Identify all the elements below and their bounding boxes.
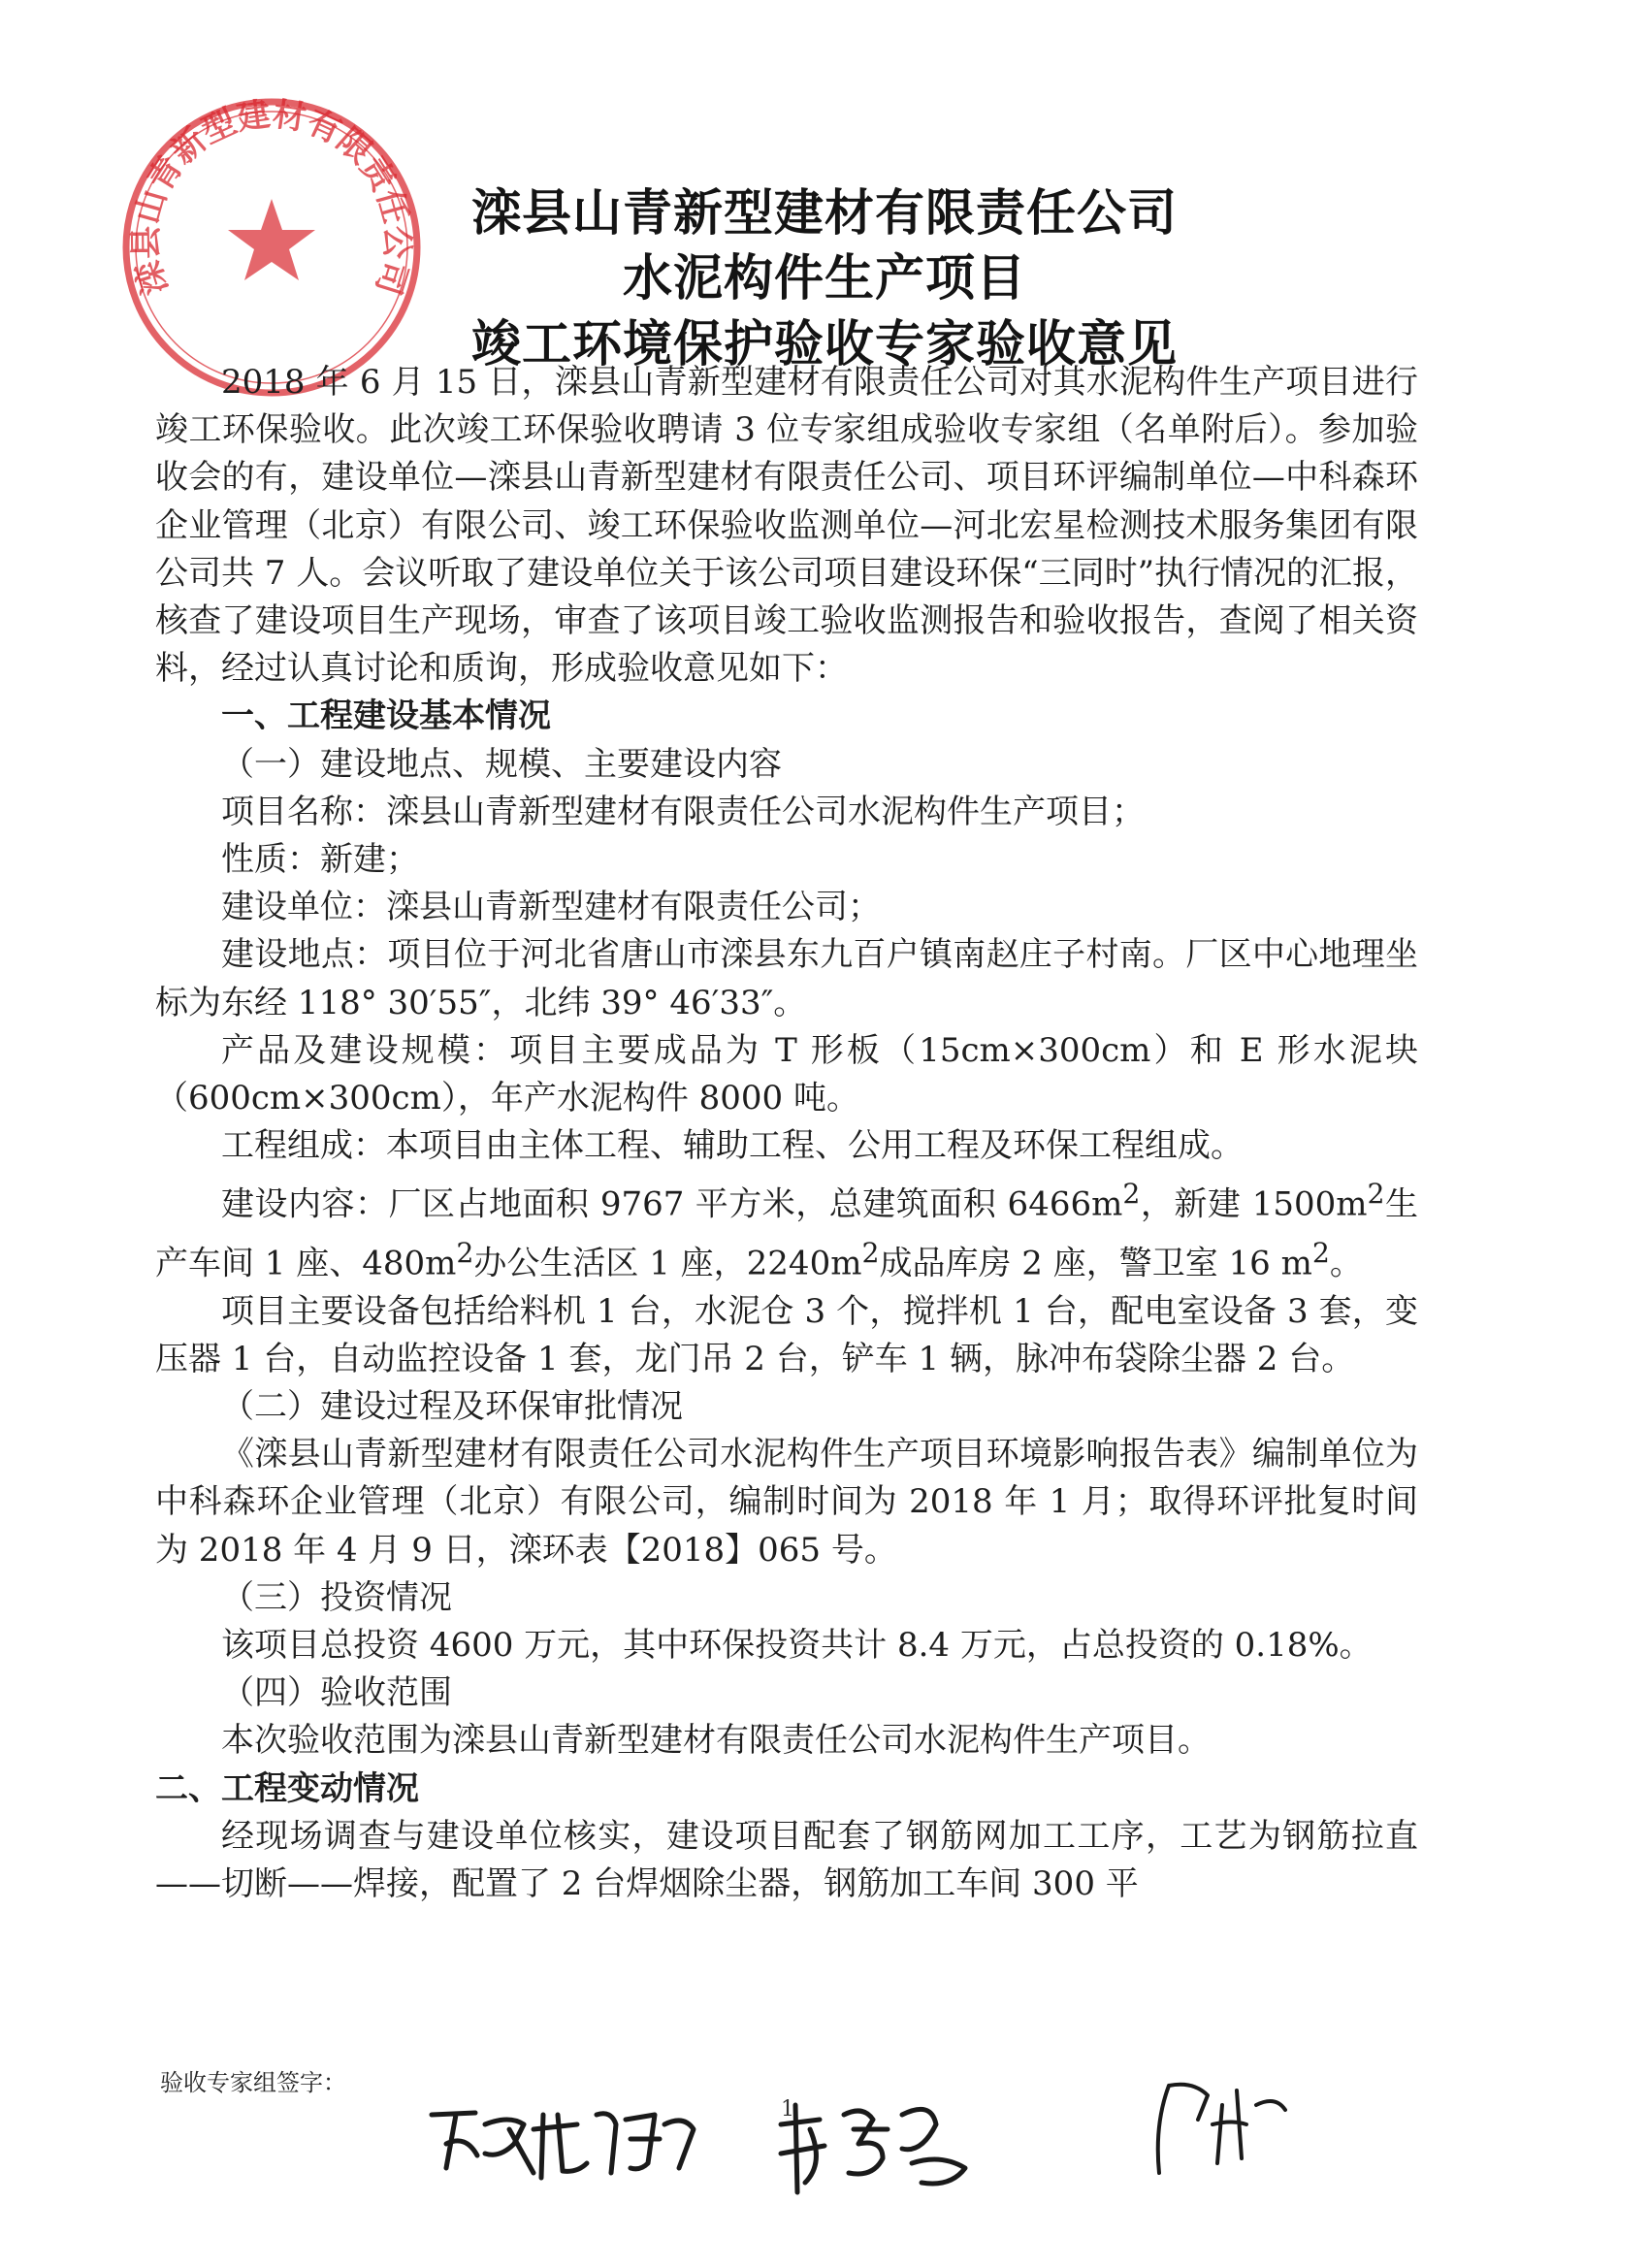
page-mark: 1: [781, 2097, 794, 2122]
document-body: [155, 359, 1418, 1908]
section1-heading: 一、工程建设基本情况: [221, 697, 551, 736]
document-title-line1: 滦县山青新型建材有限责任公司: [470, 185, 1178, 243]
section2-heading: 二、工程变动情况: [155, 1768, 419, 1808]
subsection2-heading: （二）建设过程及环保审批情况: [221, 1386, 683, 1426]
seal-text: 滦县山青新型建材有限责任公司: [126, 94, 417, 300]
changes-paragraph: 经现场调查与建设单位核实，建设项目配套了钢筋网加工工序，工艺为钢筋拉直——切断——焊接，配置了 2 台焊烟除尘器，钢筋加工车间 300 平: [155, 1816, 1418, 1903]
approval-paragraph: 《滦县山青新型建材有限责任公司水泥构件生产项目环境影响报告表》编制单位为中科森环企业管理（北京）有限公司，编制时间为 2018 年 1 月；取得环评批复时间为 2018 年 4 月 9 日，滦环表【2018】065 号。: [155, 1435, 1418, 1570]
signature-label: 验收专家组签字：: [160, 2069, 346, 2096]
document-title-line3: 竣工环境保护验收专家验收意见: [470, 316, 1178, 373]
subsection4-heading: （四）验收范围: [221, 1673, 452, 1713]
intro-paragraph: 2018 年 6 月 15 日，滦县山青新型建材有限责任公司对其水泥构件生产项目进行竣工环保验收。此次竣工环保验收聘请 3 位专家组成验收专家组（名单附后）。参加验收会的有，建设单位—滦县山青新型建材有限责任公司、项目环评编制单位—中科森环企业管理（北京）有限公司、竣工环保验收监测单位—河北宏星检测技术服务集团有限公司共 7 人。会议听取了建设单位关于该公司项目建设环保“三同时”执行情况的汇报，核查了建设项目生产现场，审查了该项目竣工验收监测报告和验收报告，查阅了相关资料，经过认真讨论和质询，形成验收意见如下：: [155, 363, 1419, 689]
project-name-line: 项目名称：滦县山青新型建材有限责任公司水泥构件生产项目；: [221, 792, 1145, 831]
signature-2: [766, 2086, 989, 2207]
location-paragraph: 建设地点：项目位于河北省唐山市滦县东九百户镇南赵庄子村南。厂区中心地理坐标为东经 118° 30′55″，北纬 39° 46′33″。: [155, 935, 1418, 1022]
scope-line: 本次验收范围为滦县山青新型建材有限责任公司水泥构件生产项目。: [221, 1721, 1211, 1761]
products-paragraph: 产品及建设规模：项目主要成品为 T 形板（15cm×300cm）和 E 形水泥块（600cm×300cm），年产水泥构件 8000 吨。: [155, 1030, 1419, 1118]
equipment-paragraph: 项目主要设备包括给料机 1 台，水泥仓 3 个，搅拌机 1 台，配电室设备 3 套，变压器 1 台，自动监控设备 1 套，龙门吊 2 台，铲车 1 辆，脉冲布袋除尘器 2 台。: [155, 1291, 1418, 1378]
signature-1: [417, 2086, 708, 2192]
composition-line: 工程组成：本项目由主体工程、辅助工程、公用工程及环保工程组成。: [221, 1126, 1244, 1166]
signature-3: [1140, 2066, 1305, 2187]
subsection3-heading: （三）投资情况: [221, 1577, 452, 1617]
builder-line: 建设单位：滦县山青新型建材有限责任公司；: [221, 888, 881, 927]
investment-line: 该项目总投资 4600 万元，其中环保投资共计 8.4 万元，占总投资的 0.18%。: [221, 1625, 1373, 1665]
subsection1-heading: （一）建设地点、规模、主要建设内容: [221, 744, 782, 784]
document-title-line2: 水泥构件生产项目: [622, 250, 1026, 308]
construction-content-paragraph: 建设内容：厂区占地面积 9767 平方米，总建筑面积 $6466m^2$，新建 $1500m^2$生产车间 1 座、$480m^2$办公生活区 1 座，$2240m^2$成品库房 2 座，警卫室 16 $m^2$。: [155, 1178, 1419, 1283]
nature-line: 性质：新建；: [221, 840, 419, 880]
